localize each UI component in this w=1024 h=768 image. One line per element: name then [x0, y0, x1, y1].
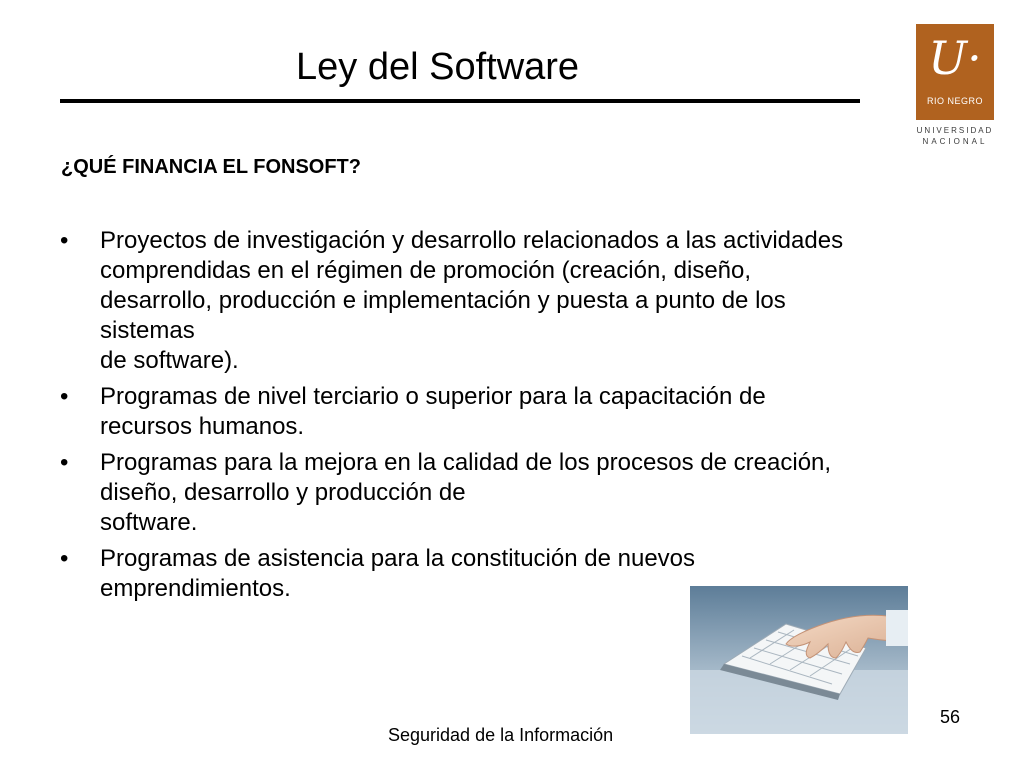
slide-title: Ley del Software	[296, 46, 580, 88]
bullet-line: comprendidas en el régimen de promoción (creación, diseño,	[100, 257, 752, 284]
bullet-line: recursos humanos.	[100, 413, 305, 440]
bullet-line: Programas de asistencia para la constitución de nuevos	[100, 545, 696, 572]
logo-line-nacional: NACIONAL	[922, 137, 988, 146]
logo-box	[916, 24, 994, 120]
bullet-item	[60, 226, 990, 376]
logo-place: RIO NEGRO	[926, 96, 983, 106]
logo-line-universidad: UNIVERSIDAD	[916, 126, 994, 135]
bullet-icon: •	[60, 545, 69, 572]
page-number: 56	[940, 707, 961, 727]
bullet-line: desarrollo, producción e implementación y puesta a punto de los	[100, 287, 786, 314]
bullet-line: sistemas	[100, 317, 195, 344]
bullet-line: Programas de nivel terciario o superior para la capacitación de	[100, 383, 766, 410]
bullet-line: Programas para la mejora en la calidad de los procesos de creación,	[100, 449, 832, 476]
bullet-line: Proyectos de investigación y desarrollo relacionados a las actividades	[100, 227, 844, 254]
bullet-item	[60, 448, 990, 538]
bullet-item	[60, 382, 990, 442]
bullet-line: de software).	[100, 347, 239, 374]
logo-mark: U·	[928, 31, 982, 85]
bullet-list	[60, 226, 990, 610]
title-underline	[60, 99, 860, 103]
bullet-line: software.	[100, 509, 198, 536]
bullet-icon: •	[60, 449, 69, 476]
shirt-sleeve	[886, 610, 908, 646]
university-logo	[916, 24, 994, 150]
bullet-line: diseño, desarrollo y producción de	[100, 479, 466, 506]
bullet-line: emprendimientos.	[100, 575, 291, 602]
bullet-icon: •	[60, 227, 69, 254]
keyboard-typing-photo	[690, 586, 908, 734]
bullet-icon: •	[60, 383, 69, 410]
section-subheading: ¿QUÉ FINANCIA EL FONSOFT?	[61, 156, 361, 178]
footer-text: Seguridad de la Información	[388, 725, 614, 745]
